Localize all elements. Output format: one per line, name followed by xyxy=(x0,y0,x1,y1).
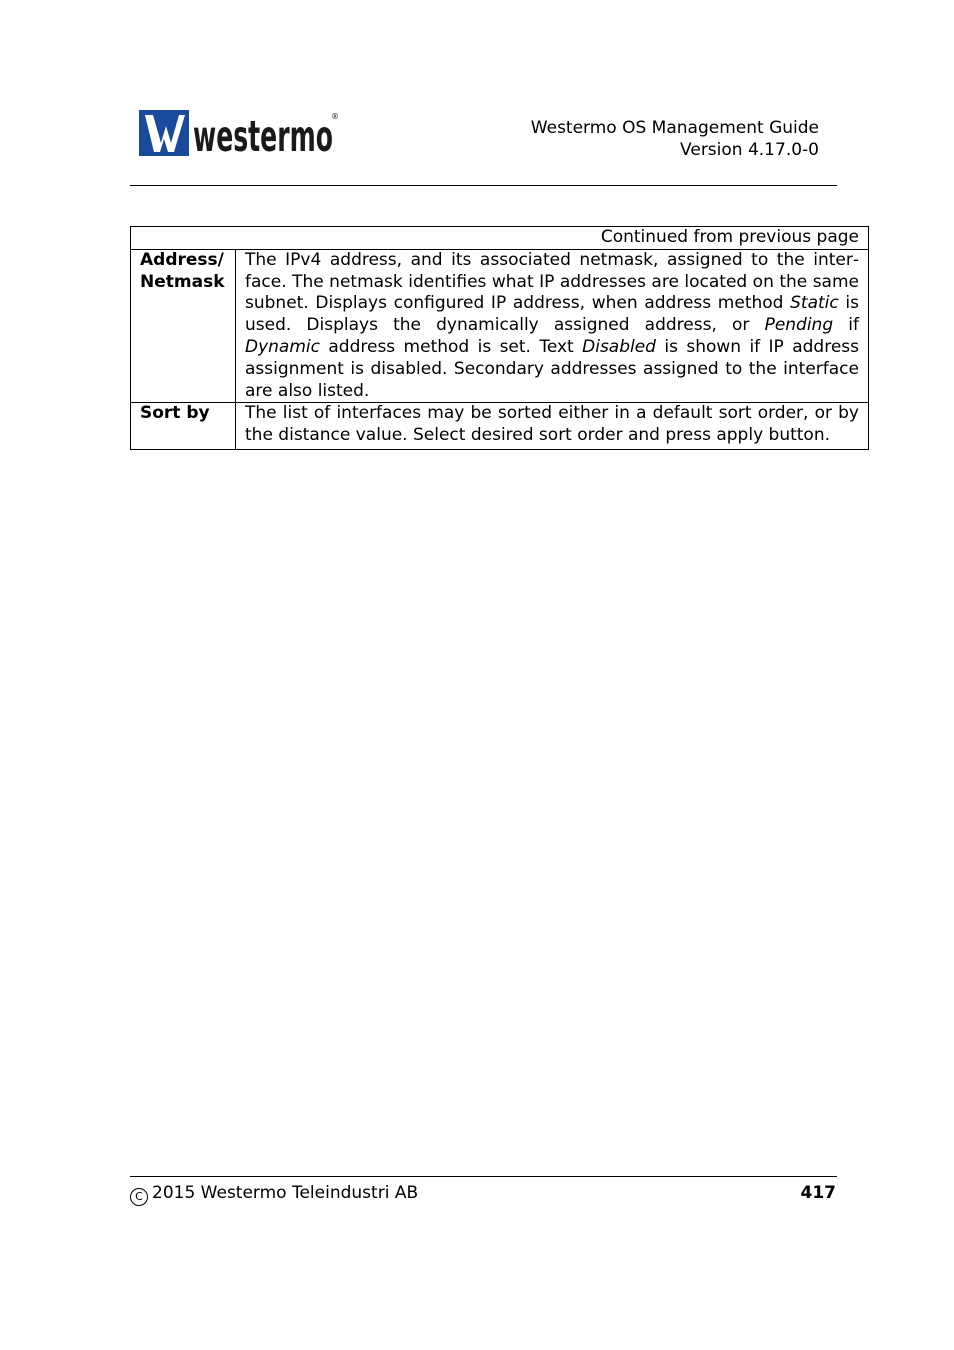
page-header xyxy=(531,117,819,161)
parameter-name: Sort by xyxy=(131,403,236,450)
parameter-name xyxy=(131,249,236,403)
parameter-name-line: Address/ xyxy=(140,249,224,270)
table-row xyxy=(131,249,869,403)
parameter-name-line: Netmask xyxy=(140,271,225,292)
parameter-table xyxy=(130,226,869,450)
description-emphasis: Static xyxy=(790,293,839,314)
parameter-description: The list of interfaces may be sorted either in a default sort order, or by the distance value. Select desired sort order and press apply button. xyxy=(236,403,869,450)
copyright-text: 2015 Westermo Teleindustri AB xyxy=(152,1183,419,1203)
document-title: Westermo OS Management Guide xyxy=(530,118,819,138)
description-text: address method is set. Text xyxy=(319,336,583,357)
description-emphasis: Disabled xyxy=(582,336,656,357)
description-emphasis: Pending xyxy=(764,315,834,336)
westermo-logo xyxy=(139,110,339,158)
page-number: 417 xyxy=(800,1183,836,1203)
parameter-description xyxy=(236,249,869,403)
continued-row xyxy=(131,227,869,250)
description-emphasis: Dynamic xyxy=(245,336,320,357)
table-row xyxy=(131,403,869,450)
copyright-icon: C xyxy=(130,1188,148,1206)
description-text: if xyxy=(833,315,859,336)
description-text: is used. Displays the dynamically assigned address, or xyxy=(245,293,859,336)
logo-registered-mark: ® xyxy=(331,112,339,121)
footer-divider xyxy=(130,1176,837,1177)
description-text: is shown if IP address assignment is disabled. Secondary addresses assigned to the interface are also listed. xyxy=(245,336,859,401)
logo-wordmark: westermo xyxy=(193,112,333,158)
continued-note: Continued from previous page xyxy=(131,227,869,250)
description-text: The IPv4 address, and its associated netmask, assigned to the interface. The netmask identifies what IP addresses are located on the same subnet. Displays configured IP address, when address method xyxy=(245,249,859,314)
document-version: Version 4.17.0-0 xyxy=(680,140,819,160)
header-divider xyxy=(130,185,837,186)
footer-copyright xyxy=(130,1182,418,1206)
